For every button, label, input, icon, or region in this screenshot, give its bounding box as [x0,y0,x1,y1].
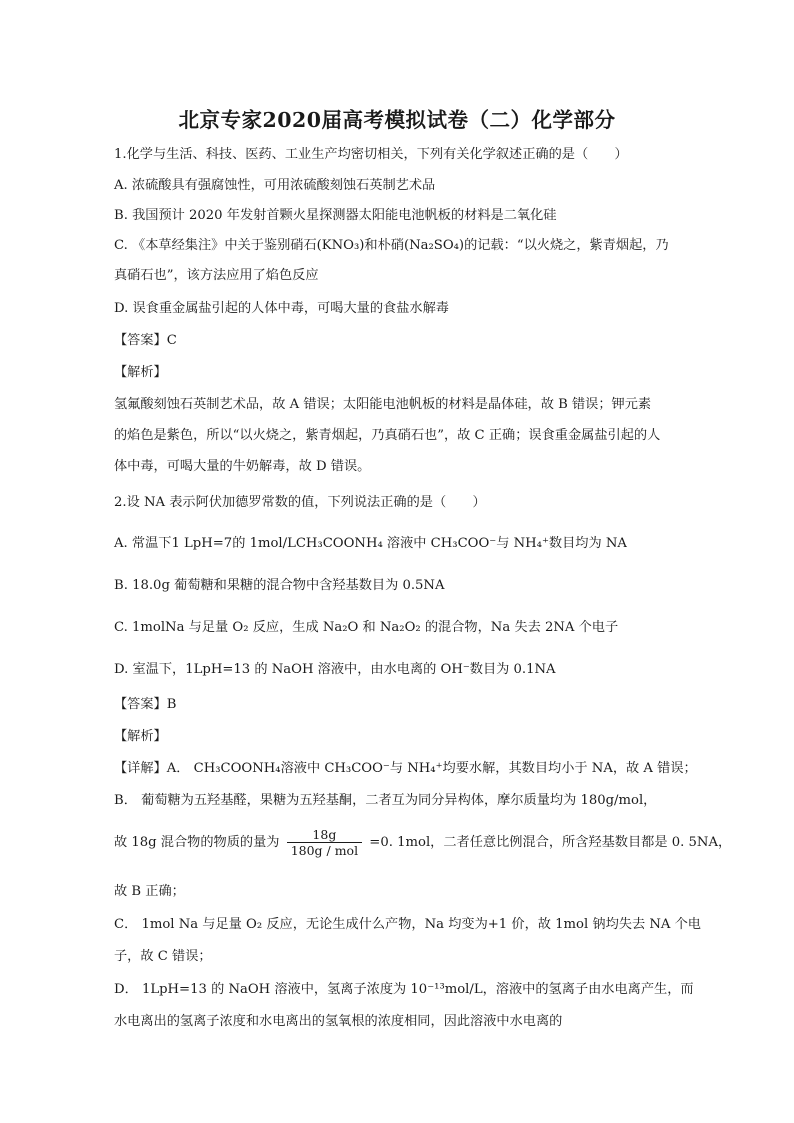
question-1-analysis-line: 氢氟酸刻蚀石英制艺术品，故 A 错误；太阳能电池帆板的材料是晶体硅，故 B 错误；钾元素 [114,397,652,412]
question-2-detail-c: C． 1mol Na 与足量 O₂ 反应，无论生成什么产物，Na 均变为+1 价，故 1mol 钠均失去 NA 个电 [114,917,701,932]
question-2-detail-d: D． 1LpH=13 的 NaOH 溶液中，氢离子浓度为 10⁻¹³mol/L，溶液中的氢离子由水电离产生，而 [114,982,694,997]
formula-prefix: 故 18g 混合物的物质的量为 [114,835,280,850]
question-2-detail-a: 【详解】A． CH₃COONH₄溶液中 CH₃COO⁻与 NH₄⁺均要水解，其数目均小于 NA，故 A 错误； [114,761,697,776]
question-2-detail-c-cont: 子，故 C 错误； [114,949,212,964]
fraction-numerator: 18g [287,827,362,843]
fraction [287,827,362,858]
question-2-option-c: C. 1molNa 与足量 O₂ 反应，生成 Na₂O 和 Na₂O₂ 的混合物，Na 失去 2NA 个电子 [114,620,619,635]
question-2-option-d: D. 室温下，1LpH=13 的 NaOH 溶液中，由水电离的 OH⁻数目为 0.1NA [114,662,556,677]
question-1-stem: 1.化学与生活、科技、医药、工业生产均密切相关，下列有关化学叙述正确的是（ ） [114,147,628,162]
fraction-denominator: 180g / mol [290,843,359,858]
question-1-option-c: C. 《本草经集注》中关于鉴别硝石(KNO₃)和朴硝(Na₂SO₄)的记载：“以火烧之，紫青烟起，乃 [114,238,669,253]
question-1-option-a: A. 浓硫酸具有强腐蚀性，可用浓硫酸刻蚀石英制艺术品 [114,178,436,193]
question-1-option-d: D. 误食重金属盐引起的人体中毒，可喝大量的食盐水解毒 [114,301,449,316]
question-2-analysis-heading: 【解析】 [114,729,167,744]
question-1-analysis-line: 的焰色是紫色，所以“以火烧之，紫青烟起，乃真硝石也”，故 C 正确；误食重金属盐引起的人 [114,428,661,443]
question-2-option-a: A. 常温下1 LpH=7的 1mol/LCH₃COONH₄ 溶液中 CH₃COO⁻与 NH₄⁺数目均为 NA [114,536,627,551]
question-1-analysis-heading: 【解析】 [114,365,167,380]
question-2-detail-d-cont: 水电离出的氢离子浓度和水电离出的氢氧根的浓度相同，因此溶液中水电离的 [114,1014,563,1029]
page-title: 北京专家2020届高考模拟试卷（二）化学部分 [178,108,616,132]
question-1-option-c-cont: 真硝石也”，该方法应用了焰色反应 [114,268,319,283]
question-1-answer: 【答案】C [114,333,177,348]
formula-suffix: =0. 1mol，二者任意比例混合，所含羟基数目都是 0. 5NA， [369,835,732,850]
question-2-detail-b-formula [114,826,732,860]
question-2-stem: 2.设 NA 表示阿伏加德罗常数的值，下列说法正确的是（ ） [114,495,486,510]
question-2-answer: 【答案】B [114,697,177,712]
question-2-option-b: B. 18.0g 葡萄糖和果糖的混合物中含羟基数目为 0.5NA [114,578,445,593]
question-1-analysis-line: 体中毒，可喝大量的牛奶解毒，故 D 错误。 [114,459,371,474]
question-2-detail-b-end: 故 B 正确； [114,884,185,899]
question-2-detail-b: B． 葡萄糖为五羟基醛，果糖为五羟基酮，二者互为同分异构体，摩尔质量均为 180g/mol， [114,793,657,808]
question-1-option-b: B. 我国预计 2020 年发射首颗火星探测器太阳能电池帆板的材料是二氧化硅 [114,208,557,223]
